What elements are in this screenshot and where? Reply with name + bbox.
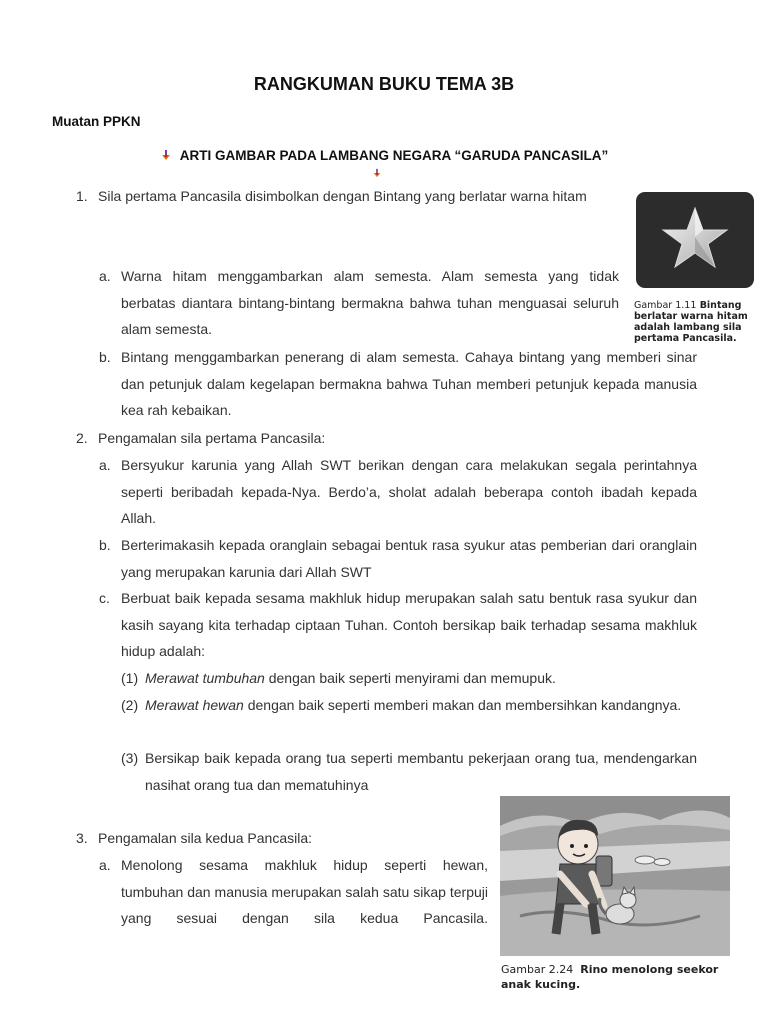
section-heading-text: ARTI GAMBAR PADA LAMBANG NEGARA “GARUDA PANCASILA” xyxy=(179,148,609,163)
figure-caption-text: Bintang berlatar warna hitam adalah lambang sila pertama Pancasila. xyxy=(634,300,748,344)
star-figure xyxy=(636,192,754,288)
list-number: 1. xyxy=(76,188,88,204)
arrow-bullet-icon xyxy=(372,168,382,178)
illustration-image xyxy=(500,796,730,956)
section-heading xyxy=(0,148,768,163)
list-item-text: Menolong sesama makhluk hidup seperti hewan, tumbuhan dan manusia merupakan salah satu sikap terpuji yang sesuai dengan sila kedua Pancasila. xyxy=(121,857,488,926)
figure-label: Gambar 2.24 xyxy=(501,963,574,976)
sublist-number: (2) xyxy=(121,697,139,713)
page-title: RANGKUMAN BUKU TEMA 3B xyxy=(253,74,515,94)
list-item-text: Warna hitam menggambarkan alam semesta. Alam semesta yang tidak berbatas diantara bintang-bintang bermakna bahwa tuhan menguasai seluruh alam semesta. xyxy=(121,268,619,337)
star-icon xyxy=(636,192,754,288)
list-letter: a. xyxy=(99,857,111,873)
list-item-text-body: Bintang menggambarkan penerang di alam semesta. Cahaya bintang yang memberi sinar dan petunjuk dalam kegelapan bermakna bahwa Tuhan memberi petunjuk kepada manusia kea rah kebaikan. xyxy=(121,349,697,418)
list-letter: a. xyxy=(99,268,111,284)
list-number: 2. xyxy=(76,430,88,446)
italic-phrase: Merawat tumbuhan xyxy=(145,670,265,686)
sublist-item-body: dengan baik seperti menyirami dan memupuk. xyxy=(264,670,556,686)
list-letter: b. xyxy=(99,537,111,553)
figure-caption xyxy=(634,300,760,344)
list-item-text: Pengamalan sila kedua Pancasila: xyxy=(98,830,313,846)
figure-label: Gambar 1.11 xyxy=(634,300,697,311)
list-item-text: Berterimakasih kepada oranglain sebagai bentuk rasa syukur atas pemberian dari oranglain yang merupakan karunia dari Allah SWT xyxy=(121,537,697,580)
list-item-text: Sila pertama Pancasila disimbolkan dengan Bintang yang berlatar warna hitam xyxy=(98,188,587,204)
figure-caption xyxy=(501,962,731,992)
sublist-item-body: dengan baik seperti memberi makan dan membersihkan kandangnya. xyxy=(243,697,682,713)
sublist-number: (1) xyxy=(121,670,139,686)
arrow-bullet-icon xyxy=(160,149,172,161)
subject-heading: Muatan PPKN xyxy=(52,114,141,129)
list-item-text: Berbuat baik kepada sesama makhluk hidup merupakan salah satu bentuk rasa syukur dan kasih sayang kita terhadap ciptaan Tuhan. Contoh bersikap baik terhadap sesama makhluk hidup adalah: xyxy=(121,590,697,659)
list-letter: b. xyxy=(99,349,111,365)
boy-helping-kitten-illustration xyxy=(500,796,730,956)
list-item-text: Bersyukur karunia yang Allah SWT berikan dengan cara melakukan segala perintahnya seperti beribadah kepada-Nya. Berdo’a, sholat adalah beberapa contoh ibadah kepada Allah. xyxy=(121,457,697,526)
list-letter: c. xyxy=(99,590,110,606)
figure-caption-text: Rino menolong seekor anak kucing. xyxy=(501,963,719,991)
sublist-number: (3) xyxy=(121,750,139,766)
list-letter: a. xyxy=(99,457,111,473)
sublist-item-text xyxy=(145,665,697,692)
sublist-item-text xyxy=(145,692,697,719)
list-item-text: Pengamalan sila pertama Pancasila: xyxy=(98,430,326,446)
list-item-text xyxy=(121,344,697,424)
list-number: 3. xyxy=(76,830,88,846)
italic-phrase: Merawat hewan xyxy=(145,697,244,713)
sublist-item-text: Bersikap baik kepada orang tua seperti membantu pekerjaan orang tua, mendengarkan nasihat orang tua dan mematuhinya xyxy=(145,750,697,793)
